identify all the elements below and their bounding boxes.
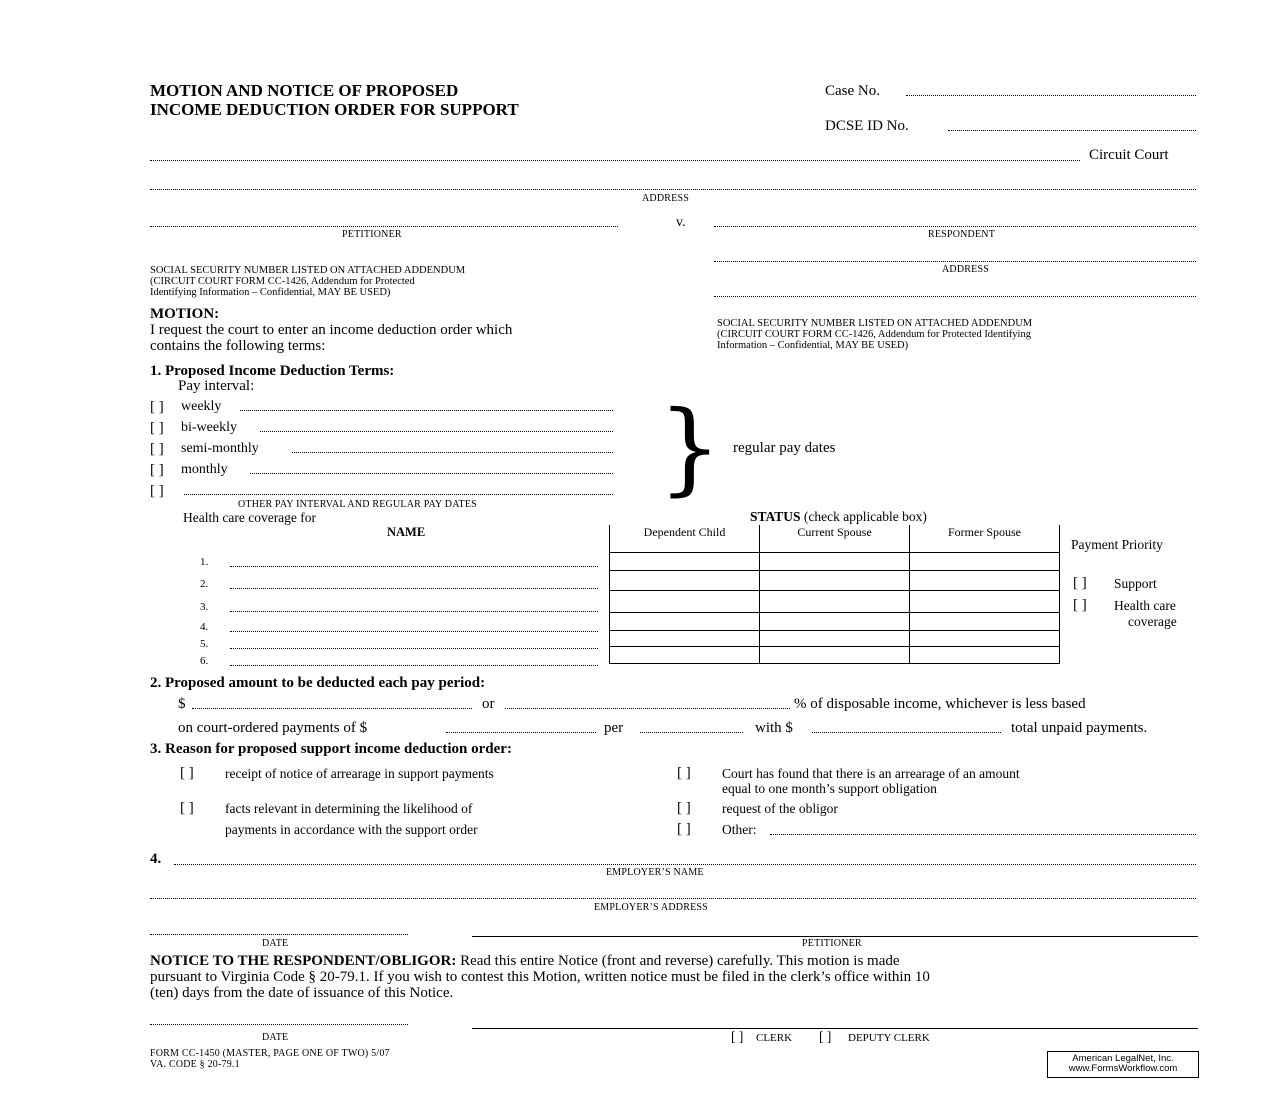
status-row: [610, 631, 1060, 647]
name-field-3[interactable]: [230, 611, 598, 612]
status-grid: [609, 552, 1060, 664]
current-spouse-header: Current Spouse: [797, 525, 872, 539]
percent-text: % of disposable income, whichever is less based: [794, 696, 1086, 712]
status-heading-note: (check applicable box): [803, 509, 927, 524]
semimonthly-dates-field[interactable]: [292, 452, 613, 453]
status-cell[interactable]: [610, 591, 760, 613]
form-title-line1: MOTION AND NOTICE OF PROPOSED: [150, 81, 459, 100]
name-field-2[interactable]: [230, 588, 598, 589]
reason-receipt-label: receipt of notice of arrearage in support payments: [225, 766, 494, 781]
status-cell[interactable]: [910, 647, 1060, 664]
status-cell[interactable]: [610, 631, 760, 647]
health-priority-label-2: coverage: [1128, 614, 1177, 629]
name-column-header: NAME: [387, 525, 426, 539]
employer-name-label: EMPLOYER’S NAME: [606, 867, 704, 878]
respondent-field[interactable]: [714, 226, 1196, 227]
status-cell[interactable]: [610, 647, 760, 664]
status-cell[interactable]: [760, 571, 910, 591]
other-interval-field[interactable]: [184, 494, 613, 495]
status-row: [610, 571, 1060, 591]
right-brace-icon: }: [658, 389, 722, 506]
status-cell[interactable]: [760, 553, 910, 571]
respondent-address-field-1[interactable]: [714, 261, 1196, 262]
health-priority-label-1: Health care: [1114, 598, 1176, 613]
clerk-label: CLERK: [756, 1032, 793, 1044]
court-address-field[interactable]: [150, 189, 1196, 190]
status-row: [610, 553, 1060, 571]
monthly-dates-field[interactable]: [250, 473, 613, 474]
row-number-5: 5.: [200, 638, 209, 650]
dollar-sign-1: $: [178, 696, 186, 712]
reason-request-label: request of the obligor: [722, 801, 838, 816]
deputy-clerk-checkbox[interactable]: [ ]: [819, 1029, 832, 1044]
total-unpaid-label: total unpaid payments.: [1011, 720, 1148, 736]
status-row: [610, 613, 1060, 631]
name-field-1[interactable]: [230, 566, 598, 567]
health-care-label: Health care coverage for: [183, 510, 317, 525]
dcse-id-label: DCSE ID No.: [825, 118, 909, 134]
semimonthly-checkbox[interactable]: [ ]: [150, 441, 164, 457]
support-priority-label: Support: [1114, 576, 1157, 591]
row-number-1: 1.: [200, 556, 209, 568]
status-cell[interactable]: [910, 613, 1060, 631]
form-title-line2: INCOME DEDUCTION ORDER FOR SUPPORT: [150, 100, 519, 119]
pay-interval-label: Pay interval:: [178, 378, 255, 394]
employer-address-label: EMPLOYER’S ADDRESS: [594, 902, 708, 913]
clerk-date-field[interactable]: [150, 1024, 408, 1025]
section4-number: 4.: [150, 851, 162, 867]
unpaid-amount-field[interactable]: [812, 732, 1001, 733]
section1-heading: 1. Proposed Income Deduction Terms:: [150, 363, 395, 379]
case-no-label: Case No.: [825, 83, 880, 99]
status-row: [610, 591, 1060, 613]
court-ordered-amount-field[interactable]: [446, 732, 596, 733]
status-cell[interactable]: [910, 591, 1060, 613]
name-field-4[interactable]: [230, 631, 598, 632]
logo-line-1: American LegalNet, Inc.: [1072, 1053, 1174, 1064]
biweekly-checkbox[interactable]: [ ]: [150, 420, 164, 436]
petitioner-field[interactable]: [150, 226, 618, 227]
reason-receipt-checkbox[interactable]: [ ]: [180, 765, 194, 781]
row-number-4: 4.: [200, 621, 209, 633]
respondent-address-label: ADDRESS: [942, 264, 989, 275]
petitioner-signature-label: PETITIONER: [802, 938, 862, 949]
semimonthly-label: semi-monthly: [181, 441, 259, 456]
weekly-dates-field[interactable]: [240, 410, 613, 411]
versus-text: v.: [676, 215, 686, 230]
with-label: with $: [755, 720, 793, 736]
row-number-6: 6.: [200, 655, 209, 667]
ssn-note-left-3: Identifying Information – Confidential, MAY BE USED): [150, 287, 391, 298]
section3-heading: 3. Reason for proposed support income deduction order:: [150, 741, 512, 757]
notice-line-2: pursuant to Virginia Code § 20-79.1. If you wish to contest this Motion, written notice must be filed in the clerk’s office within 10: [150, 969, 930, 985]
biweekly-label: bi-weekly: [181, 420, 237, 435]
reason-other-checkbox[interactable]: [ ]: [677, 821, 691, 837]
notice-line-3: (ten) days from the date of issuance of this Notice.: [150, 985, 454, 1001]
weekly-checkbox[interactable]: [ ]: [150, 399, 164, 415]
notice-text-1: Read this entire Notice (front and reverse) carefully. This motion is made: [456, 953, 900, 969]
reason-request-checkbox[interactable]: [ ]: [677, 800, 691, 816]
status-cell[interactable]: [910, 571, 1060, 591]
court-ordered-label: on court-ordered payments of $: [178, 720, 368, 736]
reason-court-label-1: Court has found that there is an arrearage of an amount: [722, 766, 1020, 781]
percent-field[interactable]: [505, 708, 790, 709]
employer-name-field[interactable]: [174, 864, 1196, 865]
status-cell[interactable]: [910, 631, 1060, 647]
reason-facts-label-1: facts relevant in determining the likelihood of: [225, 801, 473, 816]
motion-text-1: I request the court to enter an income deduction order which: [150, 322, 513, 338]
other-interval-checkbox[interactable]: [ ]: [150, 483, 164, 499]
status-cell[interactable]: [610, 613, 760, 631]
court-address-label: ADDRESS: [642, 193, 689, 204]
respondent-address-field-2[interactable]: [714, 296, 1196, 297]
monthly-label: monthly: [181, 462, 228, 477]
section2-heading: 2. Proposed amount to be deducted each pay period:: [150, 675, 486, 691]
notice-line-1: [150, 954, 900, 969]
other-pay-interval-label: OTHER PAY INTERVAL AND REGULAR PAY DATES: [238, 499, 477, 510]
clerk-signature-line[interactable]: [472, 1028, 1198, 1029]
or-label: or: [482, 696, 495, 712]
reason-court-checkbox[interactable]: [ ]: [677, 765, 691, 781]
dependent-child-header: Dependent Child: [643, 525, 726, 539]
status-row: [610, 647, 1060, 664]
circuit-court-field[interactable]: [150, 160, 1080, 161]
biweekly-dates-field[interactable]: [260, 431, 613, 432]
name-field-6[interactable]: [230, 665, 598, 666]
reason-facts-checkbox[interactable]: [ ]: [180, 800, 194, 816]
weekly-label: weekly: [181, 399, 222, 414]
petitioner-date-field[interactable]: [150, 934, 408, 935]
amount-field[interactable]: [192, 708, 472, 709]
status-header-divider-4: [1059, 525, 1060, 553]
employer-address-field[interactable]: [150, 898, 1196, 899]
motion-text-2: contains the following terms:: [150, 338, 326, 354]
status-cell[interactable]: [910, 553, 1060, 571]
form-number: FORM CC-1450 (MASTER, PAGE ONE OF TWO) 5/07: [150, 1048, 390, 1059]
support-priority-checkbox[interactable]: [ ]: [1073, 575, 1087, 591]
name-field-5[interactable]: [230, 648, 598, 649]
petitioner-date-label: DATE: [262, 938, 289, 949]
row-number-3: 3.: [200, 601, 209, 613]
status-heading-bold: STATUS: [750, 509, 801, 524]
circuit-court-label: Circuit Court: [1089, 147, 1169, 163]
status-heading: [750, 510, 927, 524]
ssn-note-left-1: SOCIAL SECURITY NUMBER LISTED ON ATTACHED ADDENDUM: [150, 265, 466, 276]
dcse-id-field[interactable]: [948, 130, 1196, 131]
deputy-clerk-label: DEPUTY CLERK: [848, 1032, 930, 1044]
petitioner-signature-line[interactable]: [472, 936, 1198, 937]
status-cell[interactable]: [610, 571, 760, 591]
regular-pay-dates-label: regular pay dates: [733, 440, 836, 456]
former-spouse-header: Former Spouse: [948, 525, 1021, 539]
reason-other-label: Other:: [722, 822, 757, 837]
american-legalnet-logo: [1047, 1051, 1199, 1078]
petitioner-label: PETITIONER: [342, 229, 402, 240]
health-priority-checkbox[interactable]: [ ]: [1073, 597, 1087, 613]
motion-heading: MOTION:: [150, 306, 220, 322]
monthly-checkbox[interactable]: [ ]: [150, 462, 164, 478]
reason-court-label-2: equal to one month’s support obligation: [722, 781, 937, 796]
notice-heading: NOTICE TO THE RESPONDENT/OBLIGOR:: [150, 953, 457, 969]
ssn-note-right-3: Information – Confidential, MAY BE USED): [717, 340, 909, 351]
per-label: per: [604, 720, 624, 736]
payment-priority-label: Payment Priority: [1071, 537, 1163, 552]
clerk-checkbox[interactable]: [ ]: [731, 1029, 744, 1044]
case-no-field[interactable]: [906, 95, 1196, 96]
status-cell[interactable]: [760, 591, 910, 613]
logo-line-2: www.FormsWorkflow.com: [1068, 1063, 1178, 1075]
status-cell[interactable]: [760, 631, 910, 647]
ssn-note-right-1: SOCIAL SECURITY NUMBER LISTED ON ATTACHED ADDENDUM: [717, 318, 1033, 329]
ssn-note-right-2: (CIRCUIT COURT FORM CC-1426, Addendum for Protected Identifying: [717, 329, 1031, 340]
clerk-date-label: DATE: [262, 1032, 289, 1043]
respondent-label: RESPONDENT: [928, 229, 996, 240]
status-cell[interactable]: [760, 647, 910, 664]
per-period-field[interactable]: [640, 732, 743, 733]
reason-other-field[interactable]: [770, 834, 1196, 835]
va-code: VA. CODE § 20-79.1: [150, 1059, 240, 1070]
reason-facts-label-2: payments in accordance with the support order: [225, 822, 478, 837]
status-cell[interactable]: [760, 613, 910, 631]
ssn-note-left-2: (CIRCUIT COURT FORM CC-1426, Addendum for Protected: [150, 276, 415, 287]
row-number-2: 2.: [200, 578, 209, 590]
status-cell[interactable]: [610, 553, 760, 571]
